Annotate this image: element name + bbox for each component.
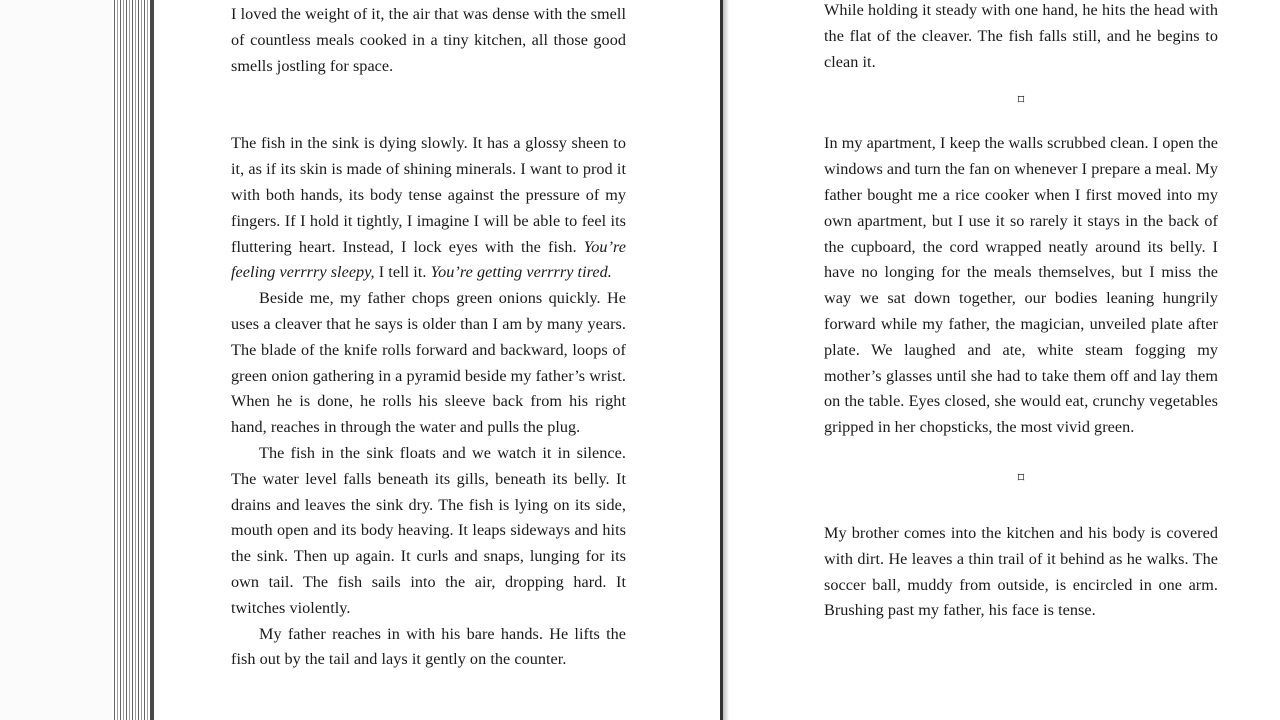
page-fold-shadow <box>723 0 729 720</box>
left-block-2-italic-2: You’re getting verrrry tired. <box>430 263 612 282</box>
section-break-ornament: ⌑ <box>1017 470 1025 486</box>
right-block-2: In my apartment, I keep the walls scrubbed clean. I open the windows and turn the fan on whenever I prepare a meal. My father bought me a rice cooker when I first moved into my own apartment, but I use it so rarely it stays in the back of the cupboard, the cord wrapped neatly around its belly. I have no longing for the meals themselves, but I miss the way we sat down together, our bodies leaning hungrily forward while my father, the magician, unveiled plate after plate. We laughed and ate, white steam fogging my mother’s glasses until she had to take them off and lay them on the table. Eyes closed, she would eat, crunchy vegetables gripped in her chopsticks, the most vivid green. <box>824 134 1218 437</box>
left-block-2-italic-1: You’re feeling verrrry sleepy, <box>231 237 626 282</box>
left-page <box>231 0 626 720</box>
left-block-2-text: The fish in the sink is dying slowly. It has a glossy sheen to it, as if its skin is made of shining minerals. I want to prod it with both hands, its body tense against the pressure of my fingers. If I hold it tightly, I imagine I will be able to feel its fluttering heart. Instead, I lock eyes with the fish. <box>231 134 626 256</box>
right-block-3: My brother comes into the kitchen and his body is covered with dirt. He leaves a thin trail of it behind as he walks. The soccer ball, muddy from outside, is encircled in one arm. Brushing past my father, his face is tense. <box>824 523 1218 620</box>
left-paragraph-5: My father reaches in with his bare hands. He lifts the fish out by the tail and lays it gently on the counter. <box>231 624 626 669</box>
left-block-2 <box>231 131 626 286</box>
left-paragraph-3: Beside me, my father chops green onions quickly. He uses a cleaver that he says is older than I am by many years. The blade of the knife rolls forward and backward, loops of green onion gathering in a pyramid beside my father’s wrist. When he is done, he rolls his sleeve back from his right hand, reaches in through the water and pulls the plug. <box>231 289 626 437</box>
left-block-2-text-2: I tell it. <box>378 263 427 282</box>
scan-margin <box>0 0 112 720</box>
book-spine-edge <box>112 0 154 720</box>
right-block-1: While holding it steady with one hand, he hits the head with the flat of the cleaver. The fish falls still, and he begins to clean it. <box>824 1 1218 71</box>
right-page <box>824 0 1218 720</box>
section-break-ornament: ⌑ <box>1017 93 1025 109</box>
left-block-1: I loved the weight of it, the air that was dense with the smell of countless meals cooked in a tiny kitchen, all those good smells jostling for space. <box>231 5 626 75</box>
left-paragraph-4: The fish in the sink floats and we watch it in silence. The water level falls beneath its gills, beneath its belly. It drains and leaves the sink dry. The fish is lying on its side, mouth open and its body heaving. It leaps sideways and hits the sink. Then up again. It curls and snaps, lunging for its own tail. The fish sails into the air, dropping hard. It twitches violently. <box>231 443 626 617</box>
